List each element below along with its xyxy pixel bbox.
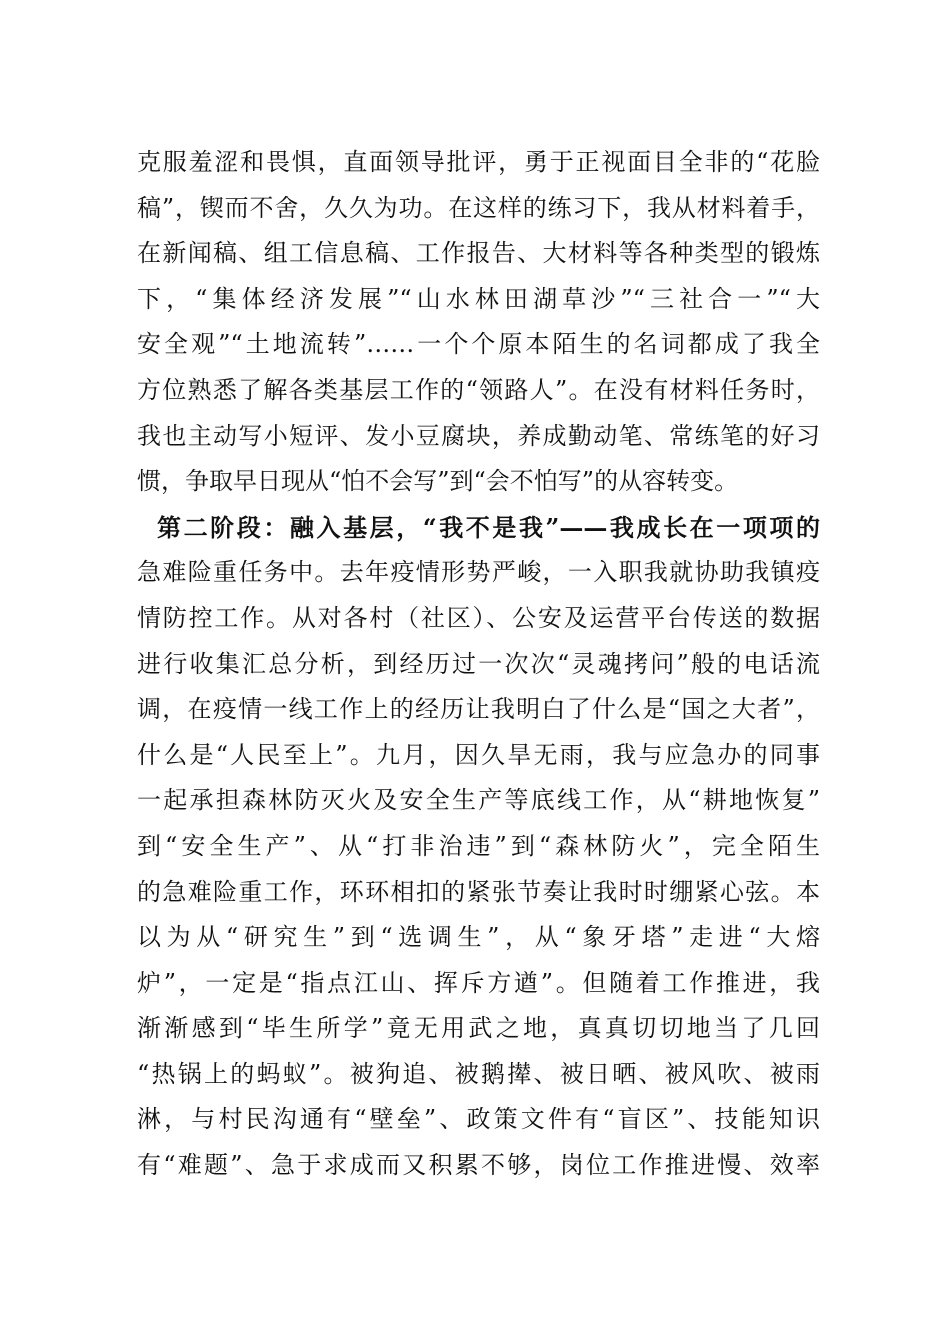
text-line: 渐渐感到“毕生所学”竟无用武之地，真真切切地当了几回 [137, 1014, 820, 1043]
text-line: 炉”，一定是“指点江山、挥斥方遒”。但随着工作推进，我 [137, 968, 820, 997]
text-line: 有“难题”、急于求成而又积累不够，岗位工作推进慢、效率 [137, 1151, 820, 1180]
section-heading-line: 第二阶段：融入基层，“我不是我”——我成长在一项项的 [157, 512, 820, 542]
text-line: 淋，与村民沟通有“壁垒”、政策文件有“盲区”、技能知识 [137, 1105, 820, 1134]
text-line: 什么是“人民至上”。九月，因久旱无雨，我与应急办的同事 [137, 740, 820, 769]
text-line: 进行收集汇总分析，到经历过一次次“灵魂拷问”般的电话流 [137, 649, 820, 678]
document-page [137, 140, 820, 1189]
text-line: 惯，争取早日现从“怕不会写”到“会不怕写”的从容转变。 [137, 467, 739, 496]
text-line: 安全观”“土地流转”……一个个原本陌生的名词都成了我全 [137, 330, 820, 359]
text-line: 克服羞涩和畏惧，直面领导批评，勇于正视面目全非的“花脸 [137, 148, 820, 176]
text-line: 在新闻稿、组工信息稿、工作报告、大材料等各种类型的锻炼 [137, 239, 820, 268]
text-line: “热锅上的蚂蚁”。被狗追、被鹅撵、被日晒、被风吹、被雨 [137, 1059, 820, 1088]
text-line: 急难险重任务中。去年疫情形势严峻，一入职我就协助我镇疫 [137, 558, 820, 587]
text-line: 到“安全生产”、从“打非治违”到“森林防火”，完全陌生 [137, 831, 820, 860]
text-line: 情防控工作。从对各村（社区）、公安及运营平台传送的数据 [137, 603, 820, 632]
text-line: 调，在疫情一线工作上的经历让我明白了什么是“国之大者”， [137, 695, 820, 724]
text-line: 一起承担森林防灭火及安全生产等底线工作，从“耕地恢复” [137, 786, 820, 815]
text-line: 以为从“研究生”到“选调生”，从“象牙塔”走进“大熔 [137, 923, 820, 952]
text-line: 的急难险重工作，环环相扣的紧张节奏让我时时绷紧心弦。本 [137, 877, 820, 906]
text-line: 方位熟悉了解各类基层工作的“领路人”。在没有材料任务时， [137, 375, 820, 404]
text-line: 稿”，锲而不舍，久久为功。在这样的练习下，我从材料着手， [137, 193, 820, 222]
text-line: 下，“集体经济发展”“山水林田湖草沙”“三社合一”“大 [137, 284, 820, 313]
text-line: 我也主动写小短评、发小豆腐块，养成勤动笔、常练笔的好习 [137, 421, 820, 450]
